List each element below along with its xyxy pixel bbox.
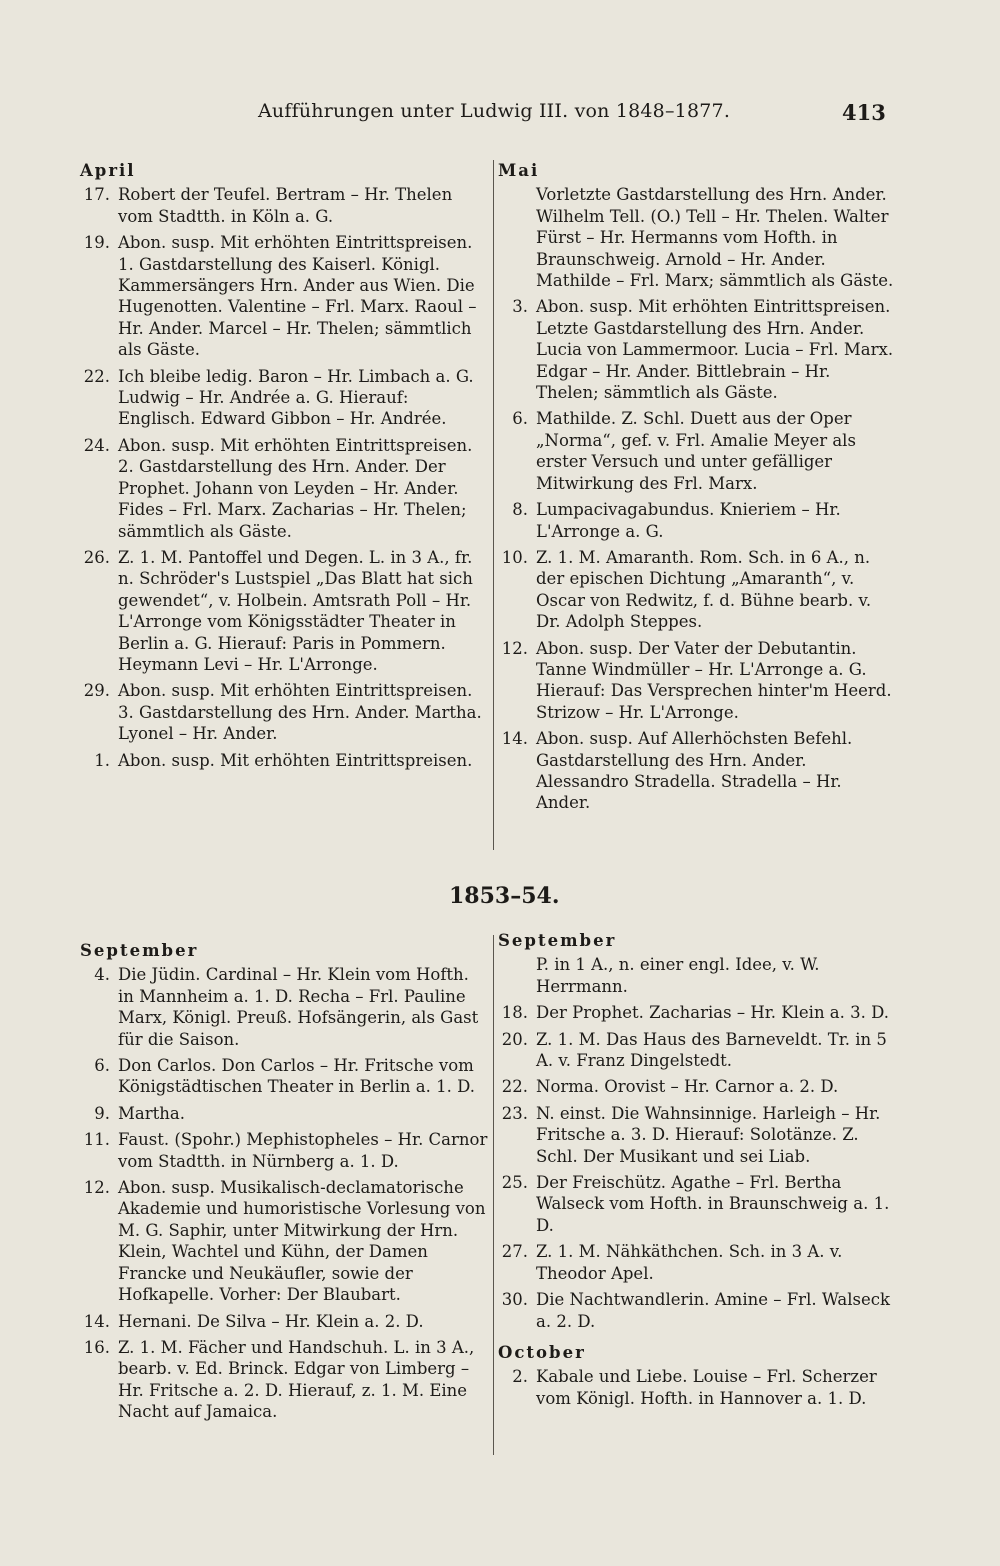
list-item	[80, 1129, 488, 1172]
month-heading: April	[80, 161, 136, 180]
entry-day: 16.	[83, 1337, 110, 1357]
list-item	[498, 547, 898, 633]
entry-text: Z. 1. M. Pantoffel und Degen. L. in 3 A., fr. n. Schröder's Lustspiel „Das Blatt hat sich gewendet“, v. Holbein. Amtsrath Poll – Hr. L'Arronge vom Königsstädter Theater in Berlin a. G. Hierauf: Paris in Pommern. Heymann Levi – Hr. L'Arronge.	[118, 547, 473, 674]
entry-text: Abon. susp. Mit erhöhten Eintrittspreisen.	[118, 750, 473, 770]
entry-text: Die Jüdin. Cardinal – Hr. Klein vom Hofth. in Mannheim a. 1. D. Recha – Frl. Pauline Marx, Königl. Preuß. Hofsängerin, als Gast für die Saison.	[118, 965, 479, 1049]
list-item	[498, 499, 898, 542]
entry-text: Z. 1. M. Das Haus des Barneveldt. Tr. in 5 A. v. Franz Dingelstedt.	[536, 1029, 887, 1071]
entry-text: Der Freischütz. Agathe – Frl. Bertha Walseck vom Hofth. in Braunschweig a. 1. D.	[536, 1173, 890, 1235]
entry-text: Z. 1. M. Fächer und Handschuh. L. in 3 A., bearb. v. Ed. Brinck. Edgar von Limberg – Hr. Fritsche a. 2. D. Hierauf, z. 1. M. Eine Nacht auf Jamaica.	[118, 1337, 475, 1422]
entry-day: 24.	[83, 435, 110, 455]
month-heading: September	[498, 931, 617, 950]
list-item	[498, 1366, 898, 1409]
list-item	[80, 232, 488, 360]
entry-day: 2.	[512, 1367, 528, 1387]
entry-day: 10.	[501, 547, 528, 567]
list-item	[80, 547, 488, 675]
entry-day: 4.	[94, 965, 110, 985]
entry-text: Z. 1. M. Nähkäthchen. Sch. in 3 A. v. Theodor Apel.	[536, 1242, 843, 1283]
month-heading: October	[498, 1342, 586, 1362]
entry-text: Abon. susp. Mit erhöhten Eintrittspreisen. 3. Gastdarstellung des Hrn. Ander. Martha. Lyonel – Hr. Ander.	[118, 681, 482, 744]
entry-day: 3.	[512, 297, 528, 317]
entry-text: Norma. Orovist – Hr. Carnor a. 2. D.	[536, 1077, 839, 1097]
entry-day: 12.	[501, 638, 528, 658]
list-item	[498, 1029, 898, 1072]
list-item	[498, 1172, 898, 1236]
list-item	[498, 1103, 898, 1167]
entry-day: 30.	[501, 1290, 528, 1310]
list-item	[498, 1076, 898, 1097]
list-item	[80, 964, 488, 1050]
entry-day: 26.	[83, 547, 110, 567]
entry-text: Lumpacivagabundus. Knieriem – Hr. L'Arronge a. G.	[536, 500, 841, 541]
list-item-continued	[498, 184, 898, 291]
entry-text: Die Nachtwandlerin. Amine – Frl. Walseck a. 2. D.	[536, 1290, 890, 1331]
column-september-october	[498, 930, 898, 1414]
list-item	[80, 1337, 488, 1423]
entry-day: 6.	[512, 409, 528, 429]
entry-day: 11.	[83, 1130, 110, 1150]
column-april	[80, 160, 488, 776]
list-item	[498, 728, 898, 814]
entry-day: 22.	[501, 1077, 528, 1097]
entry-text: Abon. susp. Musikalisch-declamatorische Akademie und humoristische Vorlesung von M. G. Saphir, unter Mitwirkung der Hrn. Klein, Wachtel und Kühn, der Damen Francke und Neukäufler, sowie der Hofkapelle. Vorher: Der Blaubart.	[118, 1178, 486, 1305]
entry-day: 29.	[83, 681, 110, 701]
list-item	[498, 408, 898, 494]
running-head	[0, 100, 1000, 130]
entry-text: Martha.	[118, 1103, 185, 1123]
entry-text: P. in 1 A., n. einer engl. Idee, v. W. Herrmann.	[536, 955, 820, 996]
entry-text: Vorletzte Gastdarstellung des Hrn. Ander. Wilhelm Tell. (O.) Tell – Hr. Thelen. Walter Fürst – Hr. Hermanns vom Hofth. in Braunschweig. Arnold – Hr. Ander. Mathilde – Frl. Marx; sämmtlich als Gäste.	[536, 185, 894, 291]
list-item	[498, 1289, 898, 1332]
page-number: 413	[842, 100, 886, 125]
entry-text: Don Carlos. Don Carlos – Hr. Fritsche vom Königstädtischen Theater in Berlin a. 1. D.	[118, 1056, 475, 1097]
list-item	[80, 1177, 488, 1305]
entry-day: 18.	[501, 1003, 528, 1023]
list-item-continued	[498, 954, 898, 997]
entry-text: Faust. (Spohr.) Mephistopheles – Hr. Carnor vom Stadtth. in Nürnberg a. 1. D.	[118, 1130, 488, 1171]
entry-day: 23.	[501, 1103, 528, 1123]
entry-day: 14.	[83, 1311, 110, 1331]
entry-text: Ich bleibe ledig. Baron – Hr. Limbach a. G. Ludwig – Hr. Andrée a. G. Hierauf: Englisch. Edward Gibbon – Hr. Andrée.	[118, 366, 474, 429]
month-heading: September	[80, 941, 199, 960]
entry-text: N. einst. Die Wahnsinnige. Harleigh – Hr. Fritsche a. 3. D. Hierauf: Solotänze. Z. Schl. Der Musikant und sei Liab.	[536, 1103, 881, 1166]
column-divider	[493, 935, 494, 1455]
list-item	[80, 184, 488, 227]
entry-text: Mathilde. Z. Schl. Duett aus der Oper „Norma“, gef. v. Frl. Amalie Meyer als erster Versuch und unter gefälliger Mitwirkung des Frl. Marx.	[536, 409, 856, 493]
entry-day: 9.	[94, 1103, 110, 1123]
entry-day: 27.	[501, 1242, 528, 1262]
entry-day: 20.	[501, 1029, 528, 1049]
list-item	[498, 1002, 898, 1023]
list-item	[80, 1103, 488, 1124]
month-heading: Mai	[498, 161, 540, 180]
entry-text: Abon. susp. Auf Allerhöchsten Befehl. Gastdarstellung des Hrn. Ander. Alessandro Stradella. Stradella – Hr. Ander.	[536, 729, 853, 813]
list-item	[498, 1241, 898, 1284]
entry-text: Kabale und Liebe. Louise – Frl. Scherzer vom Königl. Hofth. in Hannover a. 1. D.	[536, 1367, 877, 1408]
entry-text: Abon. susp. Mit erhöhten Eintrittspreisen. Letzte Gastdarstellung des Hrn. Ander. Lucia von Lammermoor. Lucia – Frl. Marx. Edgar – Hr. Ander. Bittlebrain – Hr. Thelen; sämmtlich als Gäste.	[536, 297, 894, 403]
list-item	[80, 750, 488, 771]
list-item	[80, 435, 488, 542]
list-item	[498, 296, 898, 403]
entry-day: 1.	[94, 750, 110, 770]
entry-day: 12.	[83, 1178, 110, 1198]
entry-day: 22.	[83, 366, 110, 386]
season-label: 1853–54.	[449, 883, 560, 909]
column-september	[80, 940, 488, 1428]
entry-text: Abon. susp. Mit erhöhten Eintrittspreisen. 1. Gastdarstellung des Kaiserl. Königl. Kammersängers Hrn. Ander aus Wien. Die Hugenotten. Valentine – Frl. Marx. Raoul – Hr. Ander. Marcel – Hr. Thelen; sämmtlich als Gäste.	[118, 233, 477, 360]
entry-day: 17.	[83, 185, 110, 205]
entry-text: Hernani. De Silva – Hr. Klein a. 2. D.	[118, 1311, 424, 1331]
entry-day: 25.	[501, 1173, 528, 1193]
entry-text: Z. 1. M. Amaranth. Rom. Sch. in 6 A., n. der epischen Dichtung „Amaranth“, v. Oscar von Redwitz, f. d. Bühne bearb. v. Dr. Adolph Steppes.	[536, 547, 872, 632]
column-mai	[498, 160, 898, 819]
entry-text: Der Prophet. Zacharias – Hr. Klein a. 3. D.	[536, 1003, 890, 1023]
list-item	[80, 680, 488, 744]
running-title: Aufführungen unter Ludwig III. von 1848–1877.	[258, 100, 731, 122]
column-divider	[493, 160, 494, 850]
entry-text: Robert der Teufel. Bertram – Hr. Thelen vom Stadtth. in Köln a. G.	[118, 185, 453, 226]
list-item	[498, 638, 898, 724]
entry-day: 8.	[512, 500, 528, 520]
list-item	[80, 1055, 488, 1098]
entry-day: 19.	[83, 233, 110, 253]
entry-text: Abon. susp. Mit erhöhten Eintrittspreisen. 2. Gastdarstellung des Hrn. Ander. Der Prophet. Johann von Leyden – Hr. Ander. Fides – Frl. Marx. Zacharias – Hr. Thelen; sämmtlich als Gäste.	[118, 435, 473, 541]
list-item	[80, 366, 488, 430]
entry-day: 6.	[94, 1056, 110, 1076]
entry-day: 14.	[501, 729, 528, 749]
entry-text: Abon. susp. Der Vater der Debutantin. Tanne Windmüller – Hr. L'Arronge a. G. Hierauf: Das Versprechen hinter'm Heerd. Strizow – Hr. L'Arronge.	[536, 638, 892, 722]
list-item	[80, 1311, 488, 1332]
